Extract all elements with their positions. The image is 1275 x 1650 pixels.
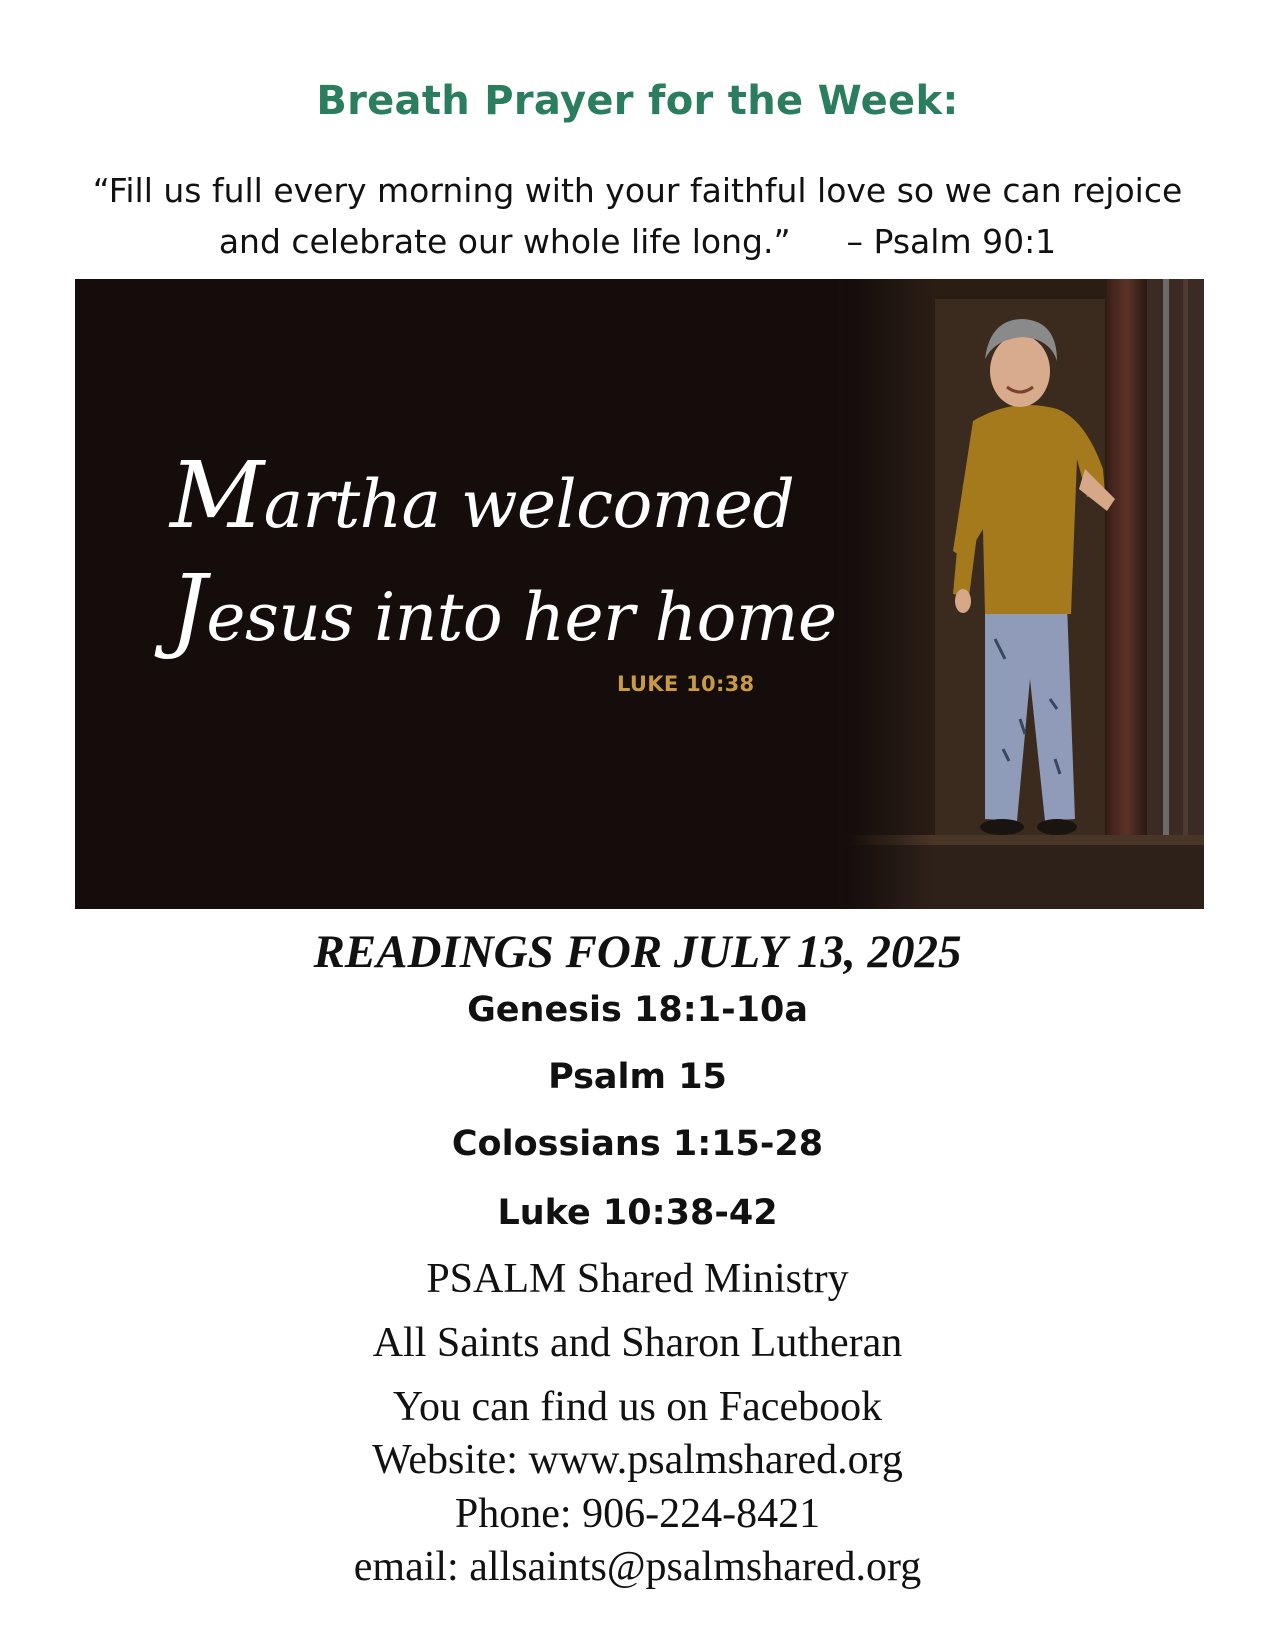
banner-title-line-2-rest: esus into her home [206, 579, 837, 656]
banner-title-line-1 [170, 444, 837, 557]
banner-reference: LUKE 10:38 [617, 672, 755, 696]
facebook-line: You can find us on Facebook [392, 1384, 883, 1430]
scripture-banner-image [75, 279, 1204, 909]
reading-luke: Luke 10:38-42 [497, 1193, 778, 1233]
woman-in-doorway-photo [845, 279, 1204, 909]
banner-title [170, 444, 837, 670]
ministry-name: PSALM Shared Ministry [426, 1256, 849, 1302]
verse-line-1: “Fill us full every morning with your faithful love so we can rejoice [92, 171, 1183, 210]
email-line: email: allsaints@psalmshared.org [353, 1544, 922, 1590]
website-line: Website: www.psalmshared.org [372, 1437, 903, 1483]
page-heading: Breath Prayer for the Week: [316, 78, 959, 124]
verse-line-2-text: and celebrate our whole life long.” [218, 222, 791, 261]
banner-title-line-1-cap: M [170, 442, 264, 549]
reading-colossians: Colossians 1:15-28 [451, 1124, 824, 1164]
reading-psalm: Psalm 15 [548, 1057, 727, 1097]
banner-title-line-1-rest: artha welcomed [263, 466, 795, 543]
reading-genesis: Genesis 18:1-10a [467, 990, 808, 1030]
church-names: All Saints and Sharon Lutheran [372, 1320, 903, 1366]
banner-title-line-2-cap: J [170, 555, 207, 662]
verse-reference: – Psalm 90:1 [846, 222, 1057, 261]
phone-line: Phone: 906-224-8421 [454, 1491, 821, 1537]
banner-title-line-2 [170, 557, 837, 670]
breath-prayer-verse [60, 165, 1215, 267]
readings-title: READINGS FOR JULY 13, 2025 [313, 926, 962, 978]
verse-line-2 [60, 216, 1215, 267]
